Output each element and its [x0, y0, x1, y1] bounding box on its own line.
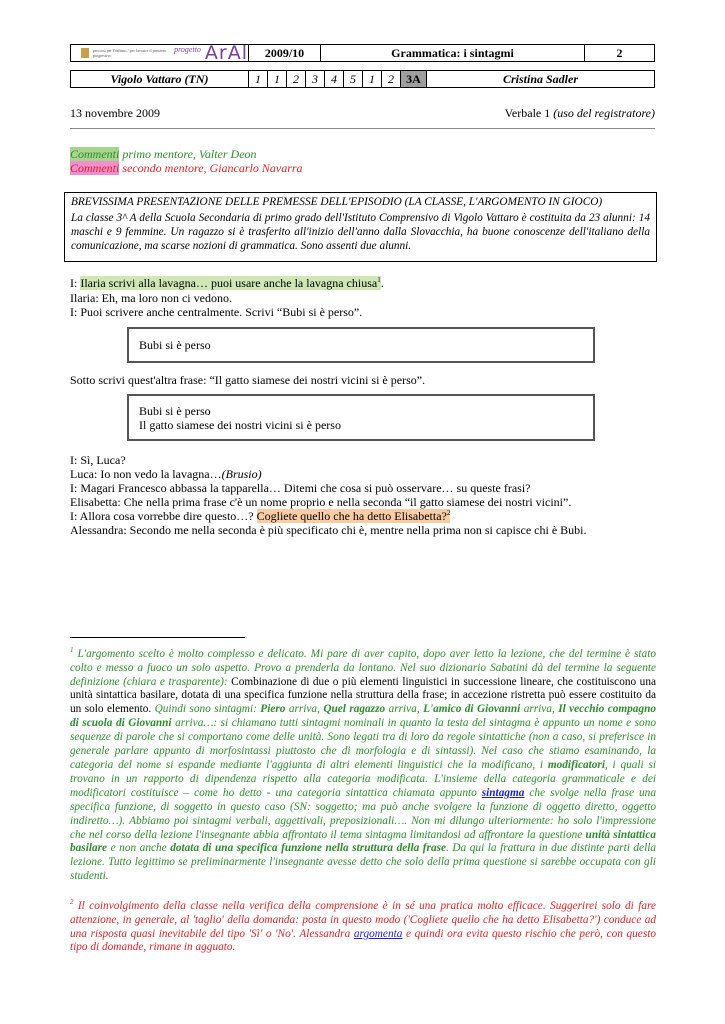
dialogue-line: Elisabetta: Che nella prima frase c'è un nome proprio e nella seconda “il gatto siamese dei nostri vicini”.	[70, 495, 572, 509]
verbale: Verbale 1 (uso del registratore)	[504, 106, 655, 120]
logo-progetto: progetto	[174, 44, 201, 54]
dialogue-line: Luca: Io non vedo la lavagna…(Brusio)	[70, 467, 262, 481]
dialogue-line: I: Sì, Luca?	[70, 453, 126, 467]
logo-icon	[81, 48, 89, 58]
grid-cell: 4	[325, 71, 344, 87]
dialogue-line: I: Magari Francesco abbassa la tapparella… Ditemi che cosa si può osservare… su queste frasi?	[70, 481, 531, 495]
comment-tag: Commenti	[70, 161, 120, 175]
dialogue-line: I: Ilaria scrivi alla lavagna… puoi usare anche la lavagna chiusa$^1$.	[70, 276, 384, 290]
header-table	[70, 44, 655, 62]
divider	[70, 128, 655, 129]
logo-small-text: percorsi per l'italiano / per favorire il pensiero progressivo	[92, 48, 167, 58]
grid-cell: 2	[382, 71, 401, 87]
grid-cell: 2	[287, 71, 306, 87]
board-sentence: Il gatto siamese dei nostri vicini si è perso	[139, 417, 341, 432]
dialogue-line: Alessandra: Secondo me nella seconda è più specificato chi è, mentre nella prima non si capisce chi è Bubi.	[70, 523, 587, 537]
date-line	[70, 106, 655, 121]
dialogue-line: Sotto scrivi quest'altra frase: “Il gatto siamese dei nostri vicini si è perso”.	[70, 373, 426, 387]
argomenta-link[interactable]: argomenta	[353, 927, 403, 940]
school-year: 2009/10	[249, 45, 321, 61]
teacher-name: Cristina Sadler	[502, 71, 579, 86]
grid-cell: 1	[363, 71, 382, 87]
board-sentence: Bubi si è perso	[139, 403, 211, 418]
comment-tag: Commenti	[70, 147, 120, 161]
grid-cell: 1	[249, 71, 268, 87]
board-sentence: Bubi si è perso	[139, 338, 211, 352]
grid-cell: 3	[306, 71, 325, 87]
intro-text: La classe 3^ A della Scuola Secondaria di primo grado dell'Istituto Comprensivo di Vigolo Vattaro è costituita da 23 alunni: 14 maschi e 9 femmine. Un ragazzo si è trasferito all'inizio dell'anno dalla Slovacchia, ha buone conoscenze dell'italiano della comunicazione, ma scarse nozioni di grammatica. Sono assenti due alunni.	[71, 212, 650, 252]
sintagma-link[interactable]: sintagma	[481, 786, 525, 799]
grid-cell: 1	[268, 71, 287, 87]
dialogue-line: Ilaria: Eh, ma loro non ci vedono.	[70, 291, 232, 305]
dialogue-line: I: Allora cosa vorrebbe dire questo…? Cogliete quello che ha detto Elisabetta?$^2$	[70, 509, 451, 523]
intro-title: BREVISSIMA PRESENTAZIONE DELLE PREMESSE DELL'EPISODIO (LA CLASSE, L'ARGOMENTO IN GIOCO)	[71, 196, 603, 208]
intro-box	[64, 192, 657, 262]
logo-aral: ArAl	[204, 42, 248, 64]
highlighted-text: Cogliete quello che ha detto Elisabetta?$^2$	[256, 509, 451, 523]
class-badge: 3A	[401, 71, 427, 87]
footnote-separator	[70, 637, 245, 638]
comment-legend-2: Commenti secondo mentore, Giancarlo Navarra	[70, 161, 303, 175]
blackboard-box	[127, 327, 595, 363]
logo	[71, 42, 249, 64]
date: 13 novembre 2009	[70, 106, 160, 120]
footnote-1: $^1$ L'argomento scelto è molto complesso e delicato. Mi pare di aver capito, dopo aver letto la lezione, che del termine è stato colto e messo a fuoco un solo aspetto. Provo a prenderla da lontano. Nel suo dizionario Sabatini dà del termine la seguente definizione (chiara e trasparente): Combinazione di due o più elementi linguistici in successione lineare, che costituiscono una unità sintattica basilare, dotata di una specifica funzione nella struttura della frase; in accezione ristretta può essere costituito da un solo elemento. Quindi sono sintagmi: Piero arriva, Quel ragazzo arriva, L'amico di Giovanni arriva, Il vecchio compagno di scuola di Giovanni arriva…: si chiamano tutti sintagmi nominali in quanto la testa del sintagma è appunto un nome e sono sequenze di parole che si comportano come delle unità. Sono legati tra di loro da regole sintattiche (non a caso, si preferisce in generale parlare appunto di morfosintassi piuttosto che di morfologia e di sintassi). Nel caso che stiamo esaminando, la categoria del nome si espande mediante l'aggiunta di altri elementi linguistici che la modificano, i modificatori, i quali si trovano in un rapporto di dipendenza rispetto alla categoria modificata. L'insieme della categoria grammaticale e dei modificatori costituisce – come ho detto - una categoria sintattica chiamata appunto sintagma che svolge nella frase una specifica funzione, di soggetto in questo caso (SN: soggetto; ma può anche svolgere la funzione di oggetto diretto, oggetto indiretto…). Abbiamo poi sintagmi verbali, aggettivali, preposizionali…. Non mi dilungo ulteriormente: ho solo l'impressione che nel corso della lezione l'insegnante abbia affrontato il tema sintagma limitandosi ad affrontare la questione unità sintattica basilare e non anche dotata di una specifica funzione nella struttura della frase. Da qui la frattura in due distinte parti della lezione. Tutto legittimo se preliminarmente l'insegnante avesse detto che solo della prima questione si sarebbe occupata con gli studenti.	[70, 646, 657, 883]
grid-cell: 5	[344, 71, 363, 87]
subject-title: Grammatica: i sintagmi	[321, 45, 585, 61]
class-info-table	[70, 70, 655, 88]
page-number: 2	[616, 45, 623, 60]
school-name: Vigolo Vattaro (TN)	[71, 71, 249, 87]
footnote-2: $^2$ Il coinvolgimento della classe nella verifica della comprensione è in sé una pratica molto efficace. Suggerirei solo di fare attenzione, in generale, al 'taglio' della domanda: posta in questo modo ('Cogliete quello che ha detto Elisabetta?') conduce ad una risposta quasi inevitabile del tipo 'Sì' o 'No'. Alessandra argomenta e quindi ora evita questo rischio che però, con questo tipo di domande, rimane in agguato.	[70, 898, 656, 954]
comment-legend-1: Commenti primo mentore, Valter Deon	[70, 147, 257, 161]
footnote-ref[interactable]: 2	[446, 509, 451, 517]
highlighted-text: Ilaria scrivi alla lavagna… puoi usare anche la lavagna chiusa$^1$	[80, 276, 381, 290]
blackboard-box	[127, 394, 595, 441]
footnote-ref[interactable]: 1	[377, 276, 381, 284]
dialogue-line: I: Puoi scrivere anche centralmente. Scrivi “Bubi si è perso”.	[70, 305, 363, 319]
